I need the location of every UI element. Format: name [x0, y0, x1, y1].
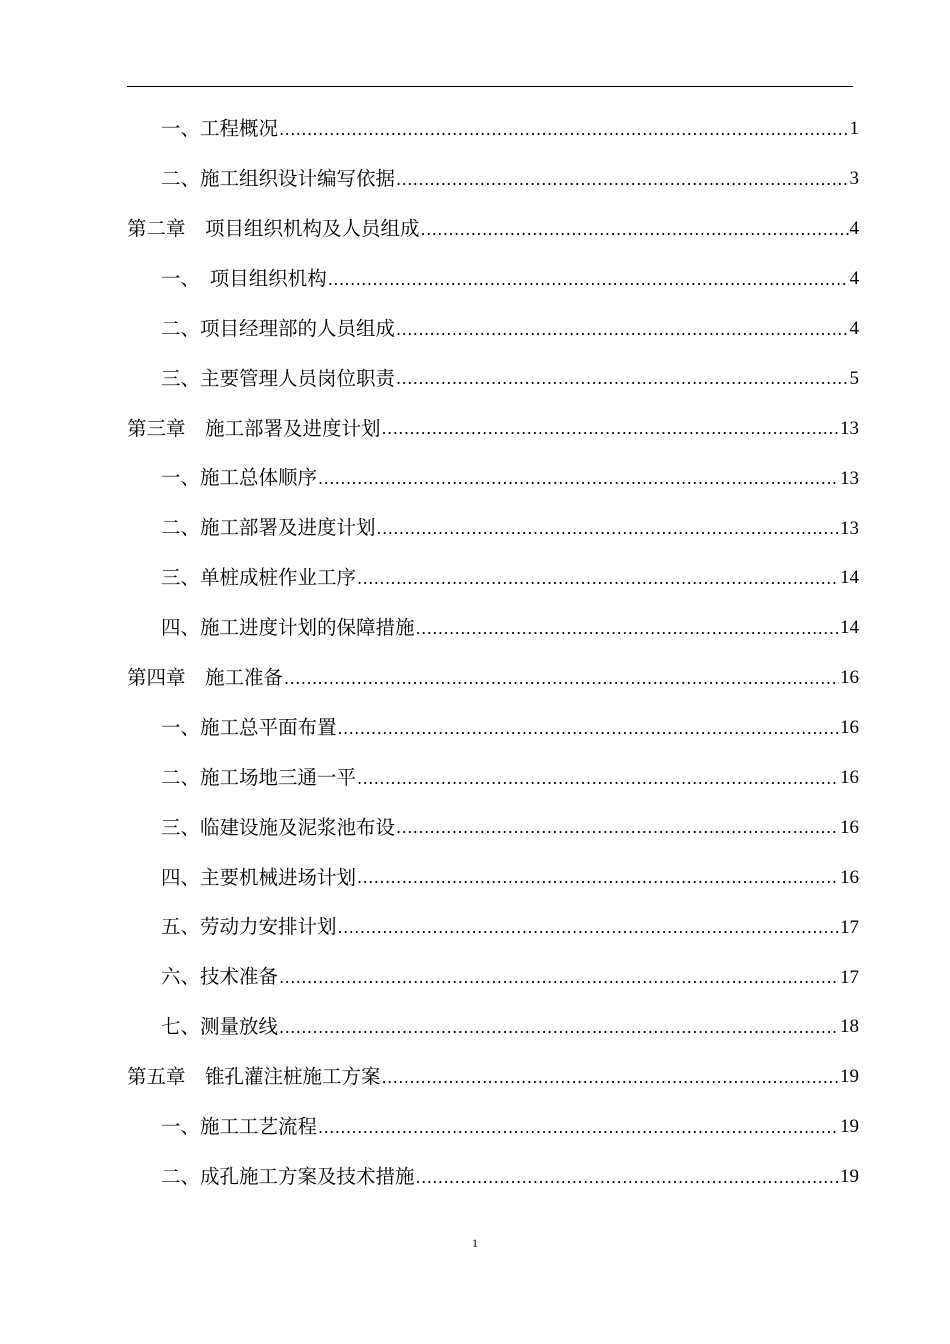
toc-entry[interactable] — [127, 603, 859, 653]
toc-dot-leader — [396, 172, 848, 188]
toc-entry[interactable] — [127, 503, 859, 553]
toc-dot-leader — [279, 1020, 839, 1036]
toc-entry-title: 三、主要管理人员岗位职责 — [161, 366, 396, 390]
toc-dot-leader — [338, 721, 839, 737]
toc-entry-title: 二、施工部署及进度计划 — [161, 516, 376, 540]
toc-entry-title: 一、施工总体顺序 — [161, 466, 318, 490]
toc-dot-leader — [284, 671, 839, 687]
toc-entry[interactable] — [127, 104, 859, 154]
toc-dot-leader — [416, 1170, 839, 1186]
toc-dot-leader — [328, 272, 849, 288]
toc-dot-leader — [382, 1070, 839, 1086]
toc-entry-title: 二、项目经理部的人员组成 — [161, 316, 396, 340]
toc-dot-leader — [382, 421, 839, 437]
toc-entry[interactable] — [127, 902, 859, 952]
toc-entry-page: 19 — [840, 1116, 859, 1138]
toc-entry-title: 三、单桩成桩作业工序 — [161, 566, 357, 590]
toc-entry-title: 一、 项目组织机构 — [161, 266, 327, 290]
toc-dot-leader — [279, 970, 839, 986]
toc-dot-leader — [396, 371, 848, 387]
toc-entry-page: 16 — [840, 767, 859, 789]
toc-dot-leader — [396, 322, 848, 338]
toc-entry[interactable] — [127, 852, 859, 902]
toc-entry[interactable] — [127, 1152, 859, 1202]
toc-entry-page: 5 — [849, 367, 859, 389]
toc-entry-page: 4 — [849, 218, 859, 240]
toc-entry-title: 二、成孔施工方案及技术措施 — [161, 1164, 415, 1188]
toc-dot-leader — [357, 571, 839, 587]
toc-entry-title: 一、施工总平面布置 — [161, 715, 337, 739]
toc-entry-page: 4 — [849, 318, 859, 339]
toc-entry[interactable] — [127, 204, 859, 254]
toc-entry-title: 四、主要机械进场计划 — [161, 865, 357, 889]
toc-dot-leader — [416, 621, 839, 637]
toc-entry-page: 14 — [840, 567, 859, 589]
toc-entry[interactable] — [127, 453, 859, 503]
toc-entry[interactable] — [127, 1002, 859, 1052]
toc-dot-leader — [396, 820, 839, 836]
toc-entry-page: 18 — [840, 1016, 859, 1038]
toc-entry[interactable] — [127, 353, 859, 403]
toc-entry-title: 一、工程概况 — [161, 117, 279, 141]
toc-entry-title: 一、施工工艺流程 — [161, 1115, 318, 1138]
toc-entry-page: 19 — [840, 1066, 859, 1088]
toc-dot-leader — [279, 122, 848, 138]
toc-dot-leader — [377, 521, 839, 537]
toc-entry-page: 13 — [840, 517, 859, 539]
toc-entry[interactable] — [127, 802, 859, 852]
toc-entry[interactable] — [127, 753, 859, 803]
toc-entry[interactable] — [127, 403, 859, 453]
toc-entry-title: 六、技术准备 — [161, 965, 279, 989]
toc-entry[interactable] — [127, 254, 859, 304]
toc-dot-leader — [318, 471, 839, 487]
toc-entry-page: 16 — [840, 717, 859, 739]
toc-entry-title: 五、劳动力安排计划 — [161, 915, 337, 939]
toc-entry-title: 第三章 施工部署及进度计划 — [127, 416, 381, 440]
toc-entry-title: 第四章 施工准备 — [127, 665, 284, 689]
toc-entry-page: 1 — [849, 118, 859, 140]
toc-entry-page: 4 — [849, 268, 859, 290]
toc-entry-title: 第二章 项目组织机构及人员组成 — [127, 216, 420, 240]
toc-entry[interactable] — [127, 304, 859, 354]
header-rule — [127, 86, 853, 87]
toc-entry-page: 17 — [840, 966, 859, 988]
toc-entry[interactable] — [127, 1102, 859, 1152]
toc-dot-leader — [421, 222, 849, 238]
toc-entry[interactable] — [127, 1052, 859, 1102]
toc-entry[interactable] — [127, 154, 859, 204]
toc-entry[interactable] — [127, 553, 859, 603]
toc-dot-leader — [338, 920, 839, 936]
toc-entry-page: 16 — [840, 866, 859, 888]
toc-entry-page: 17 — [840, 916, 859, 938]
toc-entry-page: 3 — [849, 168, 859, 190]
toc-dot-leader — [318, 1120, 839, 1136]
toc-entry-title: 第五章 锥孔灌注桩施工方案 — [127, 1065, 381, 1089]
toc-entry-page: 13 — [840, 417, 859, 439]
toc-entry-page: 16 — [840, 816, 859, 838]
toc-entry-title: 三、临建设施及泥浆池布设 — [161, 815, 396, 839]
toc-entry[interactable] — [127, 653, 859, 703]
table-of-contents — [127, 104, 859, 1202]
toc-dot-leader — [357, 771, 839, 787]
toc-entry-title: 二、施工组织设计编写依据 — [161, 167, 396, 191]
toc-entry-title: 二、施工场地三通一平 — [161, 765, 357, 789]
page-number: 1 — [472, 1236, 478, 1250]
toc-entry-page: 13 — [840, 467, 859, 489]
toc-entry-title: 四、施工进度计划的保障措施 — [161, 616, 415, 640]
toc-entry-page: 14 — [840, 617, 859, 639]
toc-dot-leader — [357, 870, 839, 886]
toc-entry-title: 七、测量放线 — [161, 1015, 279, 1039]
toc-entry[interactable] — [127, 703, 859, 753]
toc-entry[interactable] — [127, 952, 859, 1002]
toc-entry-page: 16 — [840, 667, 859, 689]
toc-entry-page: 19 — [840, 1166, 859, 1188]
